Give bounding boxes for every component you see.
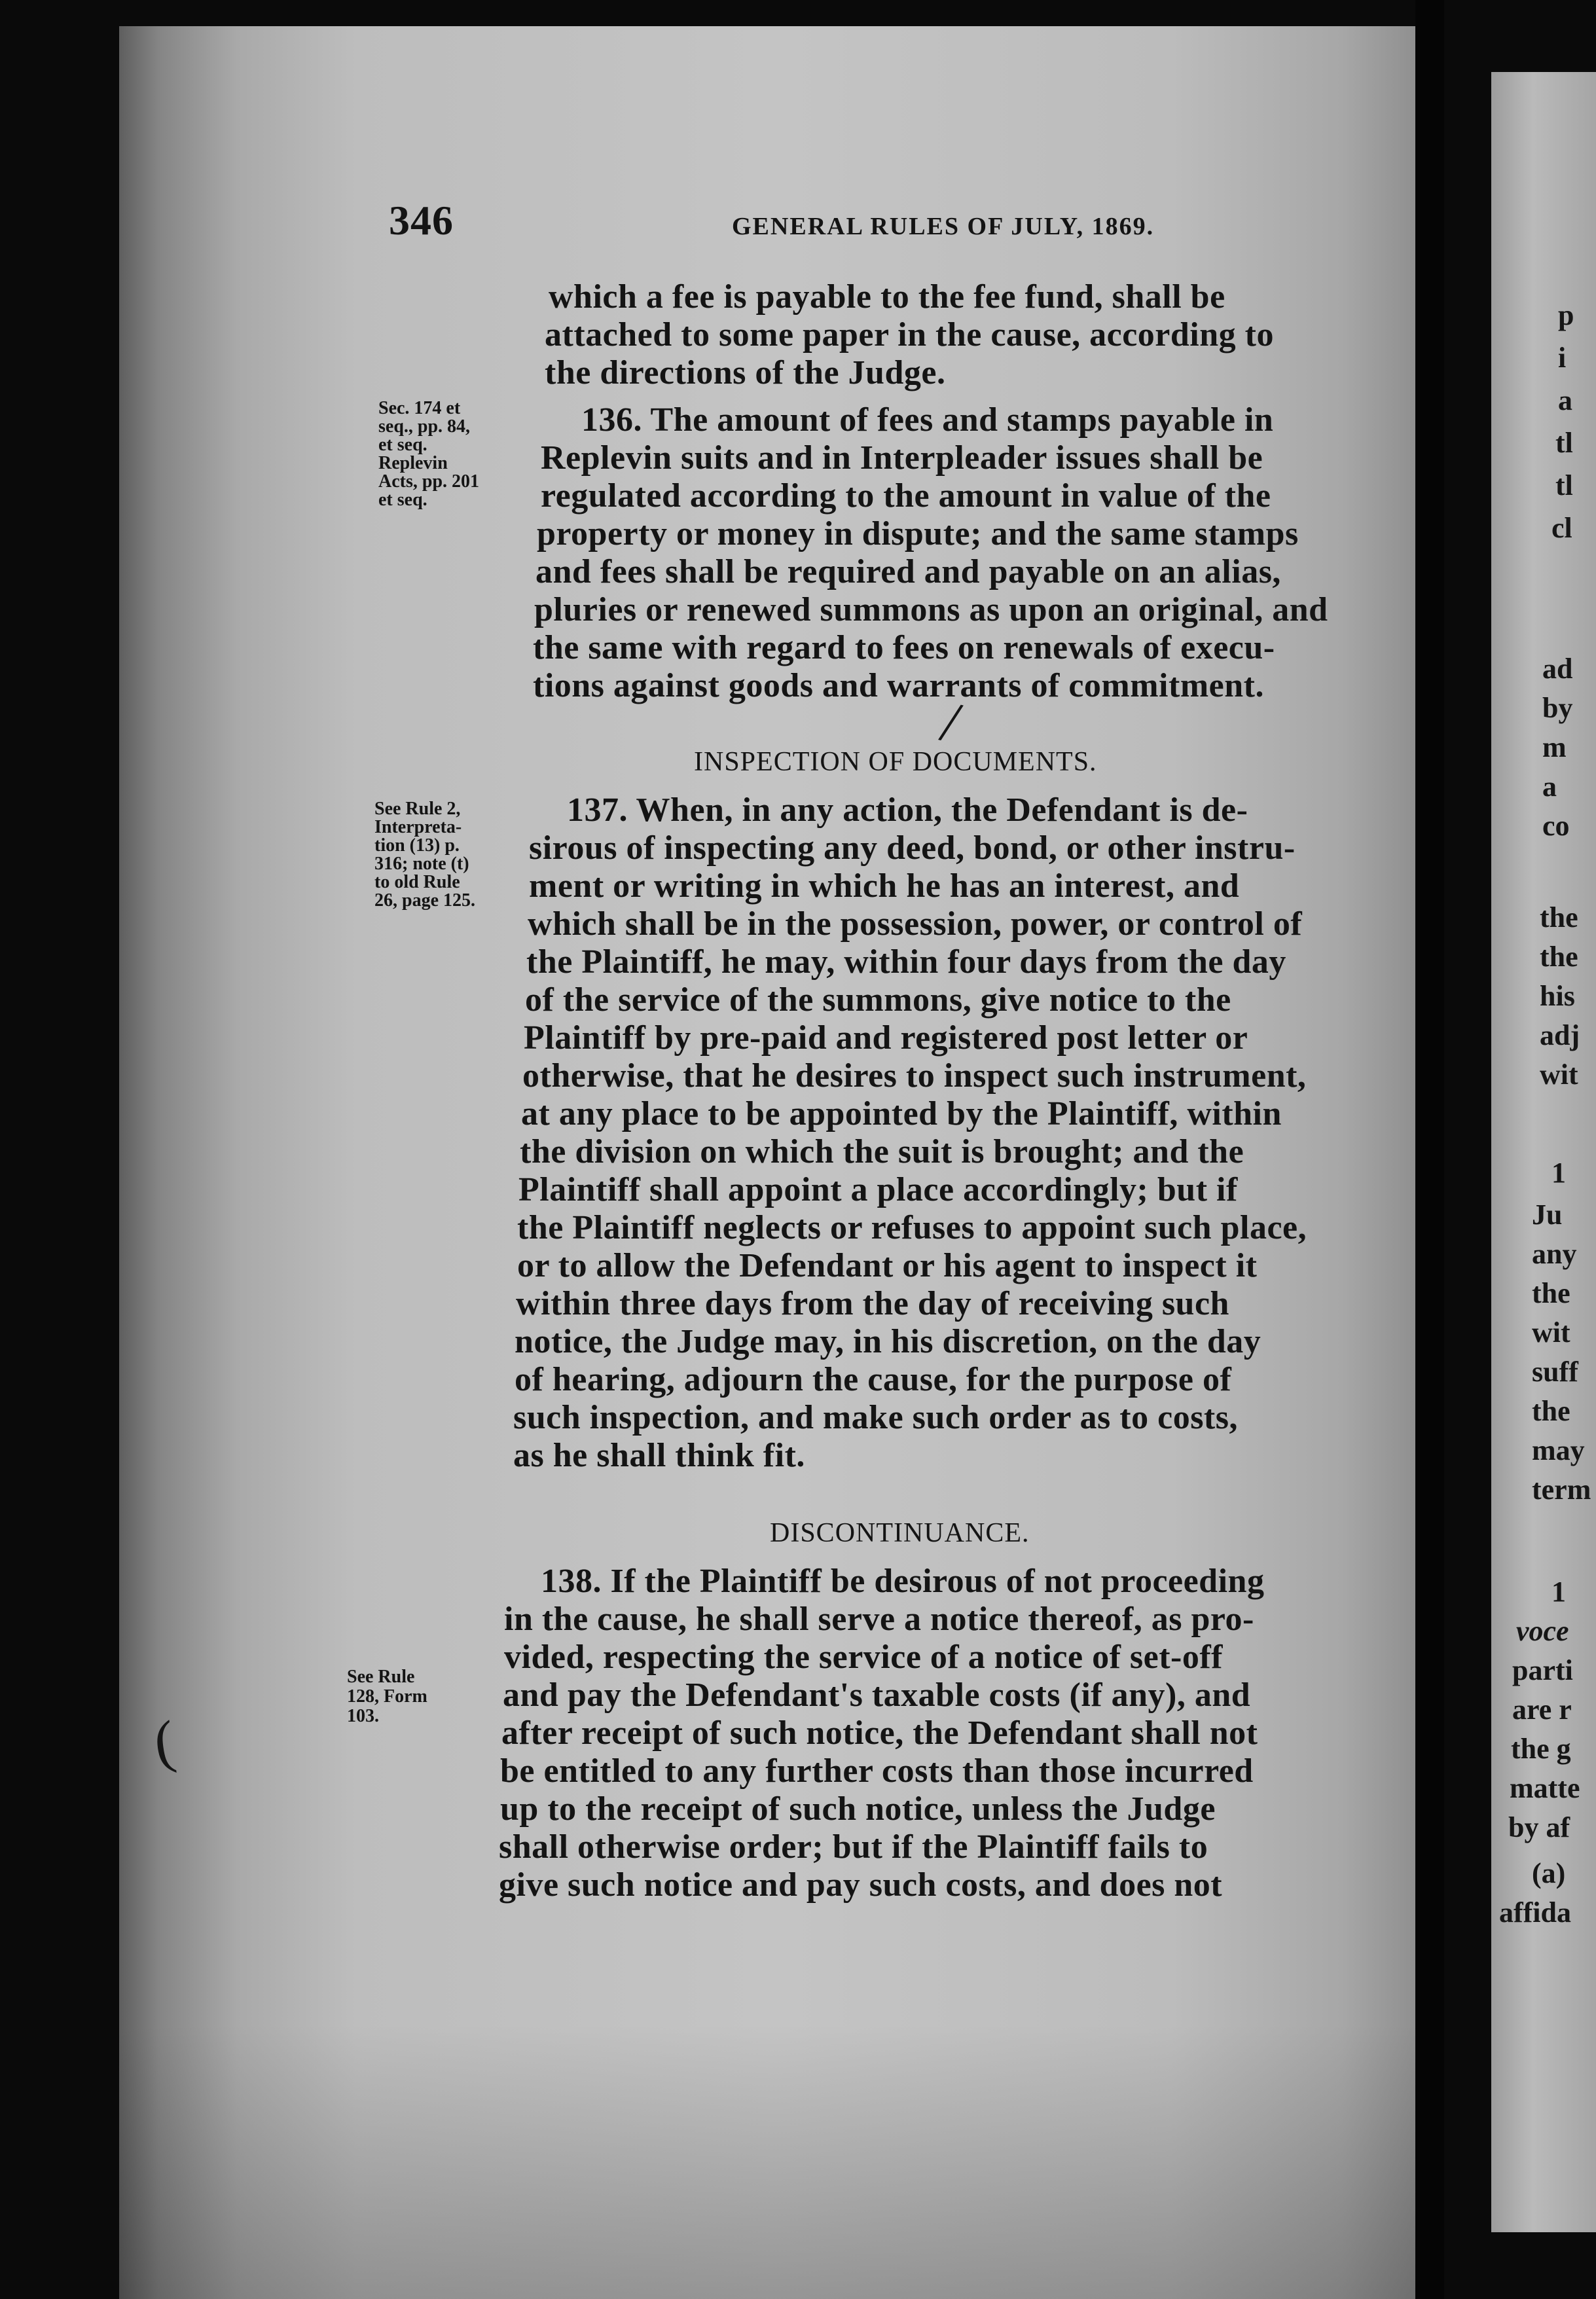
- facing-page-fragment: i: [1558, 342, 1567, 374]
- rule-138-line: after receipt of such notice, the Defendant shall not: [501, 1714, 1258, 1752]
- facing-page-fragment: tl: [1555, 469, 1573, 501]
- margin-note-136: seq., pp. 84,: [378, 416, 471, 437]
- rule-138-line: in the cause, he shall serve a notice thereof, as pro-: [504, 1601, 1254, 1638]
- margin-note-136: Sec. 174 et: [378, 398, 461, 418]
- rule-137-line: ment or writing in which he has an interest, and: [529, 867, 1240, 905]
- facing-page-fragment: any: [1532, 1238, 1577, 1270]
- facing-page-fragment: wit: [1540, 1059, 1578, 1091]
- rule-137-line: the Plaintiff neglects or refuses to appoint such place,: [517, 1209, 1307, 1246]
- continuation-line: which a fee is payable to the fee fund, shall be: [549, 278, 1225, 316]
- page-number: 346: [389, 197, 454, 244]
- section-heading-discontinuance: DISCONTINUANCE.: [770, 1518, 1030, 1548]
- facing-page-fragment: the g: [1511, 1733, 1571, 1765]
- facing-page-fragment: parti: [1512, 1654, 1573, 1686]
- rule-137-line: sirous of inspecting any deed, bond, or other instru-: [529, 829, 1296, 867]
- facing-page-fragment: matte: [1510, 1772, 1580, 1804]
- facing-page-fragment: wit: [1532, 1316, 1570, 1349]
- rule-137-line: 137. When, in any action, the Defendant is de-: [567, 791, 1248, 829]
- facing-page-fragment: Ju: [1532, 1199, 1563, 1231]
- rule-138-line: up to the receipt of such notice, unless the Judge: [500, 1790, 1216, 1828]
- rule-136-line: 136. The amount of fees and stamps payable in: [581, 401, 1274, 439]
- facing-page-fragment: by af: [1508, 1811, 1570, 1843]
- facing-page-fragment: may: [1532, 1434, 1585, 1466]
- facing-page-fragment: 1: [1551, 1576, 1566, 1608]
- margin-note-136: et seq.: [378, 490, 427, 510]
- facing-page-fragment: m: [1542, 731, 1567, 763]
- facing-page-fragment: suff: [1532, 1356, 1578, 1388]
- margin-note-137: See Rule 2,: [374, 799, 461, 819]
- rule-136-line: Replevin suits and in Interpleader issues shall be: [541, 439, 1263, 477]
- facing-page-fragment: adj: [1540, 1019, 1580, 1051]
- rule-138-line: shall otherwise order; but if the Plaintiff fails to: [499, 1828, 1208, 1866]
- rule-136-line: and fees shall be required and payable on an alias,: [535, 553, 1281, 590]
- continuation-line: the directions of the Judge.: [545, 354, 946, 391]
- margin-note-138: 128, Form: [347, 1686, 427, 1707]
- margin-note-137: tion (13) p.: [374, 835, 460, 856]
- rule-137-line: within three days from the day of receiving such: [516, 1285, 1229, 1322]
- rule-136-line: regulated according to the amount in value of the: [541, 477, 1271, 515]
- rule-138-line: give such notice and pay such costs, and does not: [499, 1866, 1223, 1904]
- margin-note-137: 316; note (t): [374, 854, 469, 874]
- rule-136-line: tions against goods and warrants of commitment.: [533, 667, 1264, 704]
- facing-page-fragment: the: [1532, 1277, 1570, 1309]
- facing-page-fragment: the: [1532, 1395, 1570, 1427]
- rule-137-line: the division on which the suit is brought; and the: [520, 1133, 1244, 1170]
- facing-page-fragment: p: [1558, 299, 1574, 331]
- facing-page-fragment: 1: [1551, 1157, 1566, 1189]
- rule-137-line: notice, the Judge may, in his discretion, on the day: [515, 1323, 1261, 1360]
- margin-note-137: to old Rule: [374, 872, 460, 892]
- rule-137-line: Plaintiff shall appoint a place accordingly; but if: [518, 1171, 1238, 1208]
- rule-137-line: as he shall think fit.: [513, 1437, 805, 1474]
- facing-page-fragment: a: [1558, 384, 1572, 416]
- facing-page-fragment: tl: [1555, 427, 1573, 459]
- book-spine-gutter: [1415, 0, 1444, 2299]
- rule-137-line: at any place to be appointed by the Plaintiff, within: [521, 1095, 1282, 1132]
- facing-page-fragment: cl: [1551, 512, 1572, 544]
- rule-137-line: Plaintiff by pre-paid and registered post letter or: [524, 1019, 1248, 1057]
- facing-page-fragment: the: [1540, 901, 1578, 933]
- facing-page-fragment: co: [1542, 810, 1570, 842]
- facing-page-fragment: by: [1542, 692, 1573, 724]
- facing-page-fragment: are r: [1512, 1693, 1572, 1726]
- margin-note-138: 103.: [347, 1706, 379, 1726]
- rule-137-line: the Plaintiff, he may, within four days from the day: [526, 943, 1286, 981]
- rule-137-line: of hearing, adjourn the cause, for the purpose of: [515, 1361, 1232, 1398]
- rule-137-line: which shall be in the possession, power, or control of: [528, 905, 1303, 943]
- rule-136-line: pluries or renewed summons as upon an original, and: [534, 591, 1328, 628]
- rule-138-line: 138. If the Plaintiff be desirous of not proceeding: [541, 1563, 1265, 1600]
- margin-note-136: Acts, pp. 201: [378, 471, 480, 492]
- rule-137-line: otherwise, that he desires to inspect such instrument,: [522, 1057, 1307, 1095]
- rule-137-line: of the service of the summons, give notice to the: [525, 981, 1231, 1019]
- margin-note-137: Interpreta-: [374, 817, 462, 837]
- running-head: GENERAL RULES OF JULY, 1869.: [732, 213, 1155, 240]
- margin-note-137: 26, page 125.: [374, 890, 475, 911]
- facing-page-fragment: affida: [1499, 1896, 1571, 1928]
- facing-page-fragment: voce: [1516, 1615, 1569, 1647]
- margin-note-136: Replevin: [378, 453, 448, 473]
- facing-page-fragment: a: [1542, 770, 1557, 803]
- margin-note-138: See Rule: [347, 1667, 415, 1687]
- pen-stroke-mark: /: [935, 689, 967, 756]
- rule-136-line: the same with regard to fees on renewals of execu-: [533, 629, 1275, 666]
- pen-tick-mark: (: [150, 1709, 179, 1776]
- facing-page-fragment: his: [1540, 980, 1575, 1012]
- rule-137-line: or to allow the Defendant or his agent to inspect it: [517, 1247, 1258, 1284]
- facing-page-fragment: ad: [1542, 653, 1573, 685]
- section-heading-inspection: INSPECTION OF DOCUMENTS.: [694, 747, 1097, 777]
- rule-138-line: vided, respecting the service of a notice of set-off: [504, 1638, 1223, 1676]
- continuation-line: attached to some paper in the cause, according to: [545, 316, 1274, 353]
- facing-page-fragment: term: [1532, 1474, 1591, 1506]
- rule-138-line: and pay the Defendant's taxable costs (if any), and: [503, 1676, 1251, 1714]
- facing-page-fragment: the: [1540, 941, 1578, 973]
- margin-note-136: et seq.: [378, 435, 427, 455]
- rule-136-line: property or money in dispute; and the same stamps: [537, 515, 1299, 552]
- rule-137-line: such inspection, and make such order as to costs,: [513, 1399, 1238, 1436]
- rule-138-line: be entitled to any further costs than those incurred: [500, 1752, 1254, 1790]
- facing-page-fragment: (a): [1532, 1857, 1566, 1889]
